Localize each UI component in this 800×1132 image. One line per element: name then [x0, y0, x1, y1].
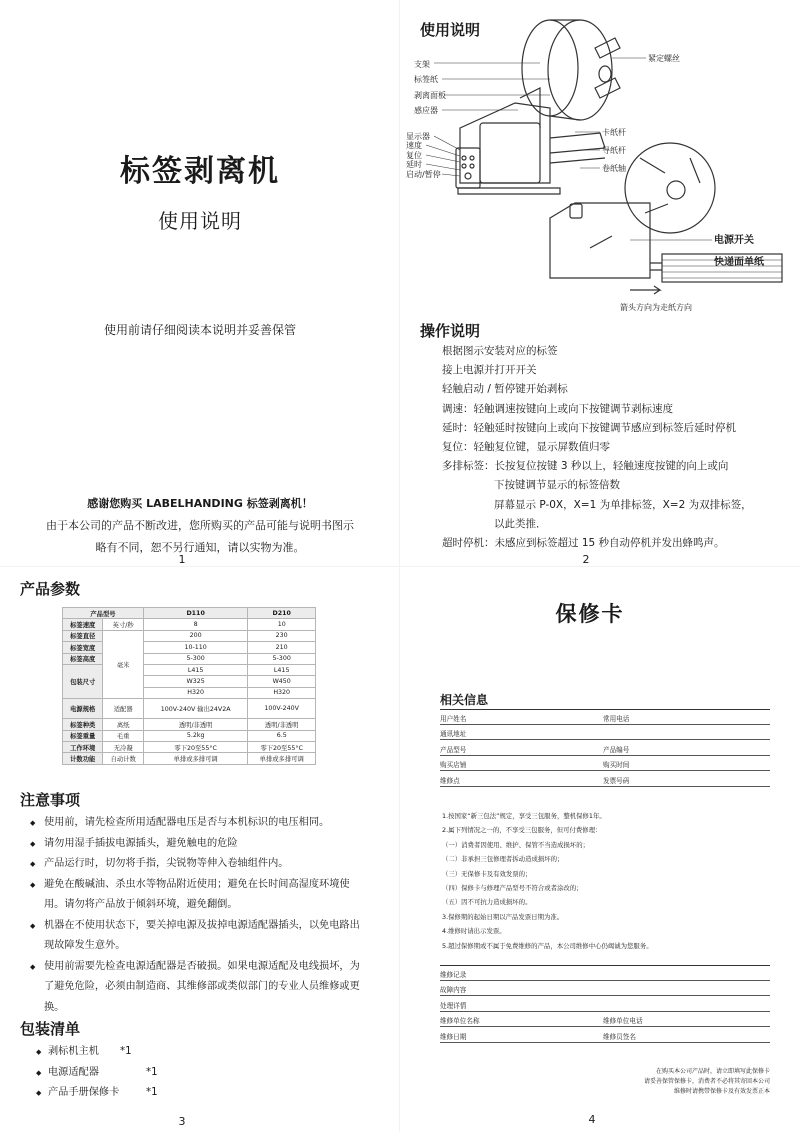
footnote-line: 在购买本公司产品时，请立即填写此保修卡 — [655, 1068, 770, 1075]
thanks-line: 感谢您购买 LABELHANDING 标签剥离机！ — [87, 497, 313, 510]
label-speed: 速度 — [406, 141, 422, 150]
table-cell: 210 — [248, 642, 316, 653]
table-row — [63, 630, 316, 641]
pack-section-title: 包装清单 — [20, 1020, 81, 1038]
term-line: 3.保修期的起始日期以产品发票日期为准。 — [442, 912, 564, 921]
table-cell: 包装尺寸 — [63, 664, 103, 698]
label-delay: 延时 — [406, 160, 422, 169]
pack-item — [36, 1042, 236, 1063]
operation-step: 根据图示安装对应的标签 — [442, 345, 558, 357]
form-row — [440, 965, 770, 981]
table-header: D110 — [143, 608, 247, 619]
term-line: （三）无保修卡及有效发票的； — [442, 869, 532, 878]
form-label: 产品型号 — [440, 745, 467, 754]
keep-manual-note: 使用前请仔细阅读本说明并妥善保管 — [103, 323, 296, 337]
table-cell: 无冷凝 — [103, 741, 143, 752]
table-cell: 200 — [143, 630, 247, 641]
table-cell: 10-110 — [143, 642, 247, 653]
form-label: 产品编号 — [603, 745, 630, 754]
form-row — [440, 740, 770, 756]
table-row — [63, 664, 316, 675]
term-line: 5.超过保修期或不属于免费维修的产品，本公司维修中心仍竭诚为您服务。 — [442, 941, 653, 950]
table-cell: W325 — [143, 676, 247, 687]
operation-list — [442, 342, 787, 553]
side-view-body — [550, 203, 650, 278]
warranty-card-title: 保修卡 — [555, 602, 625, 626]
operation-step: 延时：轻触延时按键向上或向下按键调节感应到标签后延时停机 — [442, 421, 736, 434]
table-row — [63, 642, 316, 653]
term-line: （一）消费者因使用、维护、保管不当造成损坏的； — [442, 840, 589, 849]
notice-item: ◆ 机器在不使用状态下，要关掉电源及拔掉电源适配器插头，以免电路出现故障发生意外。 — [30, 916, 360, 957]
page-number: 3 — [178, 1115, 186, 1128]
operation-step: 以此类推． — [494, 517, 547, 530]
form-label: 通讯地址 — [440, 730, 467, 738]
term-line: （四）保修卡与修理产品型号不符合或者涂改的； — [442, 884, 583, 893]
term-line: （五）因不可抗力造成损坏的。 — [442, 898, 532, 907]
notice-item: ◆ 避免在酸碱油、杀虫水等物品附近使用；避免在长时间高湿度环境使用。请勿将产品放于倾斜环境，避免翻倒。 — [30, 875, 360, 916]
usage-section-title: 使用说明 — [420, 21, 481, 39]
info-section-title: 相关信息 — [440, 693, 489, 707]
form-label: 常用电话 — [603, 714, 630, 723]
table-cell: 零下20至55°C — [248, 741, 316, 752]
form-label: 维修记录 — [440, 970, 467, 979]
warranty-terms — [442, 809, 772, 953]
table-cell: 零下20至55°C — [143, 741, 247, 752]
pack-item — [36, 1083, 236, 1104]
label-reset: 复位 — [406, 151, 422, 160]
form-row — [440, 771, 770, 787]
table-cell: 电源规格 — [63, 699, 103, 719]
footnote-line: 维修时请携带保修卡及有效发票正本 — [673, 1088, 770, 1095]
pack-item-qty: *1 — [146, 1066, 158, 1078]
term-line: （二）非承担三包修理者拆动造成损坏的； — [442, 855, 564, 864]
table-row — [63, 730, 316, 741]
table-cell: 5.2kg — [143, 730, 247, 741]
table-cell: 10 — [248, 619, 316, 630]
label-start-pause: 启动/暂停 — [406, 170, 441, 179]
form-row — [440, 1012, 770, 1028]
pack-item-name: ◆ 剥标机主机 — [48, 1046, 99, 1057]
operation-step: 复位：轻触复位键，显示屏数值归零 — [442, 441, 610, 454]
pack-item-qty: *1 — [146, 1087, 158, 1098]
operation-step: 屏幕显示 P-0X，X=1 为单排标签，X=2 为双排标签， — [494, 498, 752, 511]
table-cell: 标签宽度 — [63, 642, 103, 653]
table-cell: 标签种类 — [63, 719, 103, 730]
pack-item-name: ◆ 产品手册保修卡 — [48, 1087, 120, 1098]
operation-step: 超时停机：未感应到标签超过 15 秒自动停机并发出蜂鸣声。 — [442, 537, 725, 550]
operation-step: 多排标签：长按复位按键 3 秒以上，轻触速度按键的向上或向 — [442, 460, 729, 473]
form-label: 维修单位名称 — [440, 1017, 480, 1025]
notice-list — [30, 813, 360, 1018]
notice-item: ◆ 请勿用湿手插拔电源插头，避免触电的危险 — [30, 834, 360, 855]
table-cell: H320 — [143, 687, 247, 698]
label-arrow-note: 箭头方向为走纸方向 — [620, 303, 692, 312]
manual-subtitle: 使用说明 — [158, 209, 242, 233]
label-tighten-screw: 紧定螺丝 — [648, 54, 680, 63]
table-cell: 6.5 — [248, 730, 316, 741]
table-row — [63, 741, 316, 752]
table-cell: 离纸 — [103, 719, 143, 730]
pack-list — [36, 1042, 236, 1104]
operation-step: 接上电源并打开开关 — [442, 364, 537, 377]
pack-item — [36, 1063, 236, 1084]
feed-arrow — [630, 286, 660, 294]
label-card-rod: 卡纸杆 — [602, 128, 626, 137]
form-label: 购买时间 — [603, 761, 630, 769]
page-divider-horizontal — [0, 566, 800, 567]
table-cell: 230 — [248, 630, 316, 641]
form-label: 维修日期 — [440, 1032, 467, 1041]
page-number: 2 — [582, 553, 590, 566]
table-cell: 标签直径 — [63, 630, 103, 641]
term-line: 2.属下列情况之一的，不享受三包服务，但可付费修理： — [442, 826, 602, 835]
label-display: 显示器 — [406, 132, 430, 141]
table-cell: H320 — [248, 687, 316, 698]
label-sensor: 感应器 — [414, 106, 438, 115]
thanks-line: 由于本公司的产品不断改进，您所购买的产品可能与说明书图示 — [46, 519, 354, 532]
table-cell: 5-300 — [248, 653, 316, 664]
form-row — [440, 1027, 770, 1043]
form-label: 维修点 — [440, 776, 460, 785]
table-cell: 自动计数 — [103, 753, 143, 764]
table-row — [63, 753, 316, 764]
table-cell: 透明/非透明 — [143, 719, 247, 730]
label-peel-plate: 剥离面板 — [414, 91, 446, 100]
table-cell: 毛重 — [103, 730, 143, 741]
param-table — [62, 607, 316, 765]
form-label: 维修员签名 — [603, 1032, 636, 1041]
table-cell: L415 — [248, 664, 316, 675]
table-cell: 5-300 — [143, 653, 247, 664]
side-view-reel — [625, 143, 715, 233]
pack-item-name: ◆ 电源适配器 — [48, 1066, 99, 1078]
page-number: 4 — [588, 1113, 596, 1126]
form-label: 处理详情 — [440, 1001, 467, 1010]
repair-record-form — [440, 965, 770, 1043]
params-section-title: 产品参数 — [20, 580, 81, 598]
form-row — [440, 756, 770, 772]
term-line: 1.按国家“新三包法”规定，享受三包服务，整机保修1年。 — [442, 812, 606, 820]
machine-diagram — [400, 8, 800, 318]
machine-body — [460, 103, 550, 183]
table-row — [63, 653, 316, 664]
manual-title: 标签剥离机 — [120, 154, 280, 189]
table-cell: 透明/非透明 — [248, 719, 316, 730]
table-header: 产品型号 — [63, 608, 144, 619]
notice-item: ◆ 使用前，请先检查所用适配器电压是否与本机标识的电压相同。 — [30, 813, 360, 834]
operation-step: 下按键调节显示的标签倍数 — [494, 479, 620, 492]
reel-disc-front — [548, 20, 612, 120]
label-roll-shaft: 卷纸轴 — [602, 164, 626, 173]
table-header-row — [63, 608, 316, 619]
table-cell: 单排或多排可调 — [143, 753, 247, 764]
table-cell: 工作环境 — [63, 741, 103, 752]
table-cell: 标签重量 — [63, 730, 103, 741]
form-label: 发票号码 — [603, 776, 630, 785]
table-cell: 标签速度 — [63, 619, 103, 630]
table-cell: 英寸/秒 — [103, 619, 143, 630]
pack-item-qty: *1 — [120, 1046, 132, 1057]
label-power-switch: 电源开关 — [714, 235, 754, 246]
table-header: D210 — [248, 608, 316, 619]
form-row — [440, 709, 770, 725]
form-row — [440, 996, 770, 1012]
operation-section-title: 操作说明 — [420, 322, 481, 340]
term-line: 4.维修时请出示发票。 — [442, 927, 506, 936]
footnote-line: 请妥善保管保修卡，消费者不必将其寄回本公司 — [643, 1078, 770, 1085]
form-label: 维修单位电话 — [603, 1017, 643, 1025]
table-row — [63, 699, 316, 719]
label-guide-rod: 导纸杆 — [602, 146, 626, 155]
table-cell: 单排或多排可调 — [248, 753, 316, 764]
table-cell: 标签高度 — [63, 653, 103, 664]
form-label: 用户姓名 — [440, 714, 467, 723]
notice-section-title: 注意事项 — [20, 791, 81, 809]
table-cell: 100V-240V — [248, 699, 316, 719]
thanks-paragraph — [30, 493, 370, 559]
table-cell: L415 — [143, 664, 247, 675]
table-cell: W450 — [248, 676, 316, 687]
form-label: 故障内容 — [440, 986, 467, 994]
table-cell: 毫米 — [103, 630, 143, 698]
table-cell: 计数功能 — [63, 753, 103, 764]
reel-slot — [595, 38, 620, 58]
table-row — [63, 619, 316, 630]
thanks-line: 略有不同，恕不另行通知，请以实物为准。 — [95, 541, 305, 554]
form-row — [440, 725, 770, 741]
reel-hub — [599, 66, 611, 82]
notice-item: ◆ 使用前需要先检查电源适配器是否破损。如果电源适配及电线损坏，为了避免危险，必须由制造商、其维修部或类似部门的专业人员维修或更换。 — [30, 957, 360, 1019]
table-cell: 100V-240V 输出24V2A — [143, 699, 247, 719]
notice-item: ◆ 产品运行时，切勿将手指，尖锐物等伸入卷轴组件内。 — [30, 854, 360, 875]
table-cell: 8 — [143, 619, 247, 630]
operation-step: 轻触启动 / 暂停键开始剥标 — [442, 383, 568, 396]
warranty-footnote — [600, 1067, 770, 1097]
label-label-paper: 标签纸 — [414, 75, 438, 84]
page-number: 1 — [178, 553, 186, 566]
info-form — [440, 709, 770, 787]
form-row — [440, 981, 770, 997]
reel-disc-back — [522, 20, 578, 116]
operation-step: 调速：轻触调速按键向上或向下按键调节剥标速度 — [442, 402, 673, 415]
table-row — [63, 719, 316, 730]
form-label: 购买店铺 — [440, 761, 467, 769]
table-cell: 适配器 — [103, 699, 143, 719]
label-courier-slip: 快递面单纸 — [714, 257, 764, 268]
label-bracket: 支架 — [414, 60, 430, 69]
